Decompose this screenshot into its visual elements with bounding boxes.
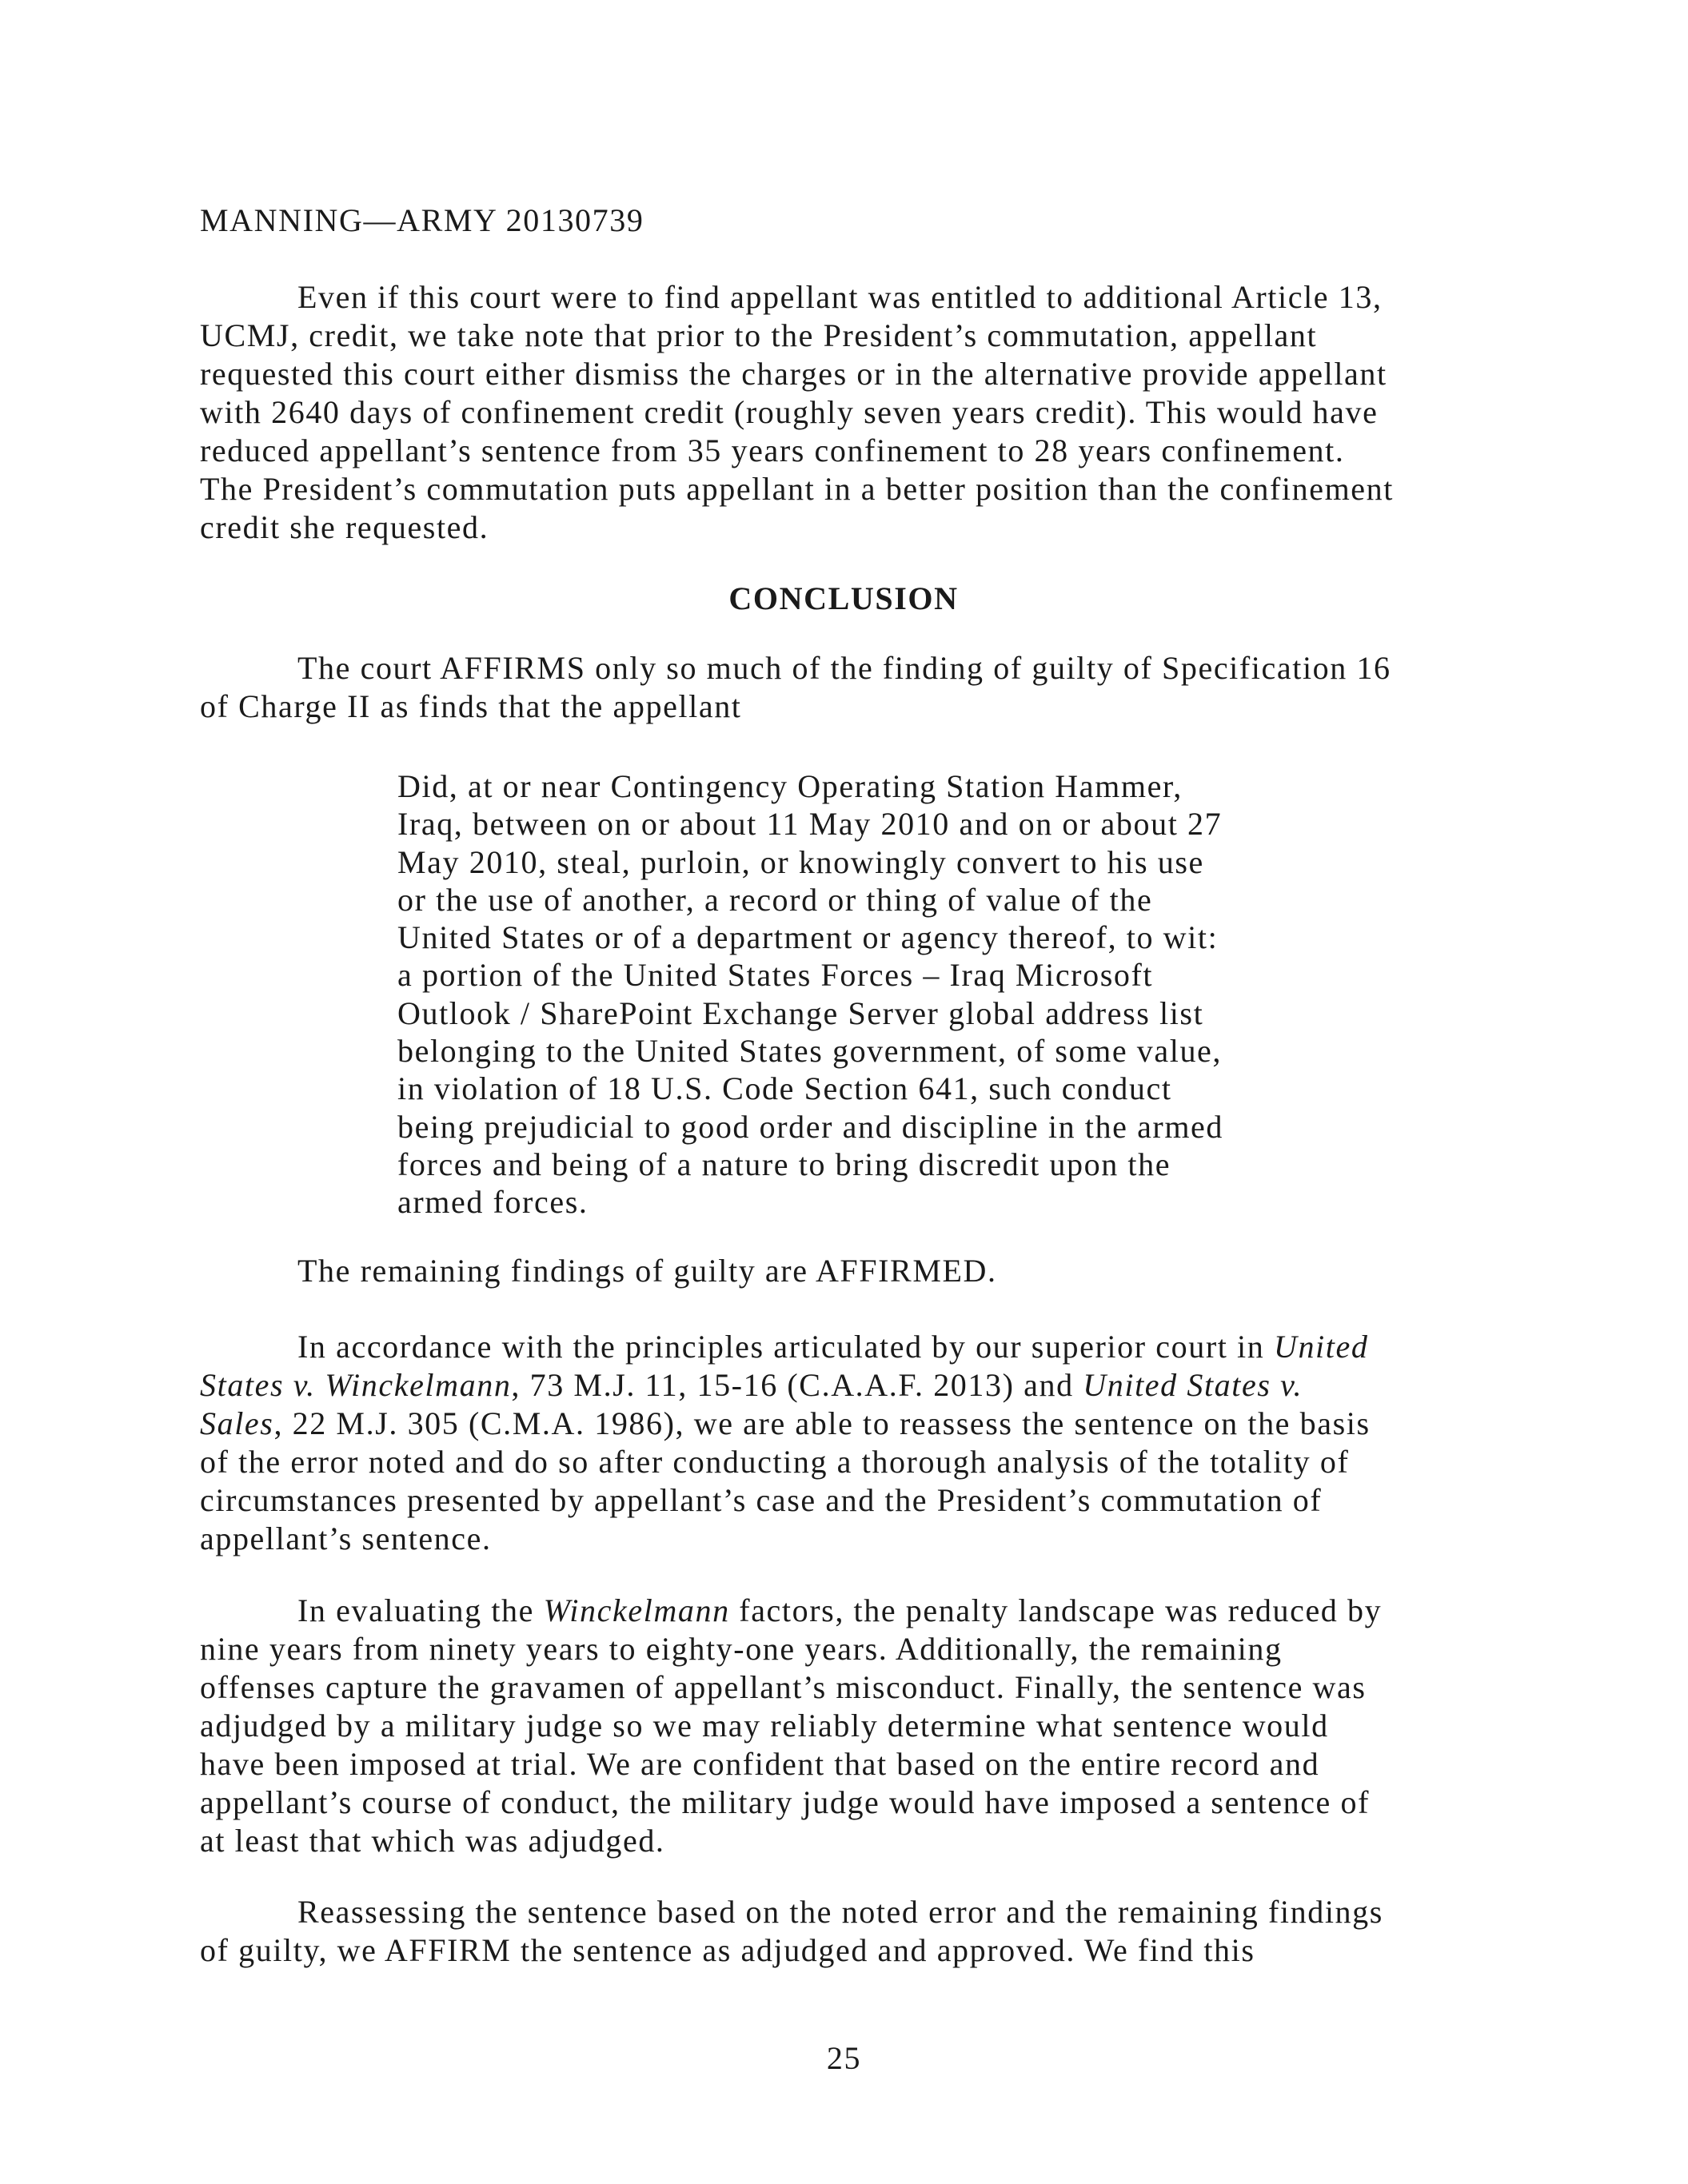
text-line: circumstances presented by appellant’s case and the President’s commutation of — [200, 1482, 1323, 1518]
running-header: MANNING—ARMY 20130739 — [200, 202, 644, 238]
text-line: UCMJ, credit, we take note that prior to the President’s commutation, appellant — [200, 317, 1318, 353]
text-run: , 22 M.J. 305 (C.M.A. 1986), we are able to reassess the sentence on the basis — [273, 1405, 1371, 1441]
paragraph-winckelmann-factors — [200, 1592, 1487, 1860]
quote-line: or the use of another, a record or thing of value of the — [397, 881, 1153, 918]
case-citation: United States v. — [1083, 1367, 1303, 1403]
quote-line: May 2010, steal, purloin, or knowingly convert to his use — [397, 843, 1204, 880]
text-line: reduced appellant’s sentence from 35 years confinement to 28 years confinement. — [200, 432, 1345, 468]
quote-line: Did, at or near Contingency Operating Station Hammer, — [397, 768, 1183, 804]
text-line: offenses capture the gravamen of appellant’s misconduct. Finally, the sentence was — [200, 1669, 1367, 1705]
text-run: In evaluating the — [297, 1592, 544, 1628]
case-citation: United — [1273, 1329, 1369, 1365]
quote-line: United States or of a department or agency thereof, to wit: — [397, 919, 1219, 956]
quote-line: in violation of 18 U.S. Code Section 641, such conduct — [397, 1070, 1172, 1107]
text-line: of guilty, we AFFIRM the sentence as adjudged and approved. We find this — [200, 1932, 1255, 1968]
paragraph-winckelmann-principles — [200, 1328, 1487, 1558]
text-line: credit she requested. — [200, 509, 489, 545]
conclusion-heading: CONCLUSION — [728, 580, 959, 616]
quote-line: being prejudicial to good order and discipline in the armed — [397, 1108, 1224, 1145]
text-line — [200, 1328, 1487, 1366]
text-line: appellant’s course of conduct, the military judge would have imposed a sentence of — [200, 1784, 1371, 1820]
text-line — [200, 1405, 1487, 1443]
text-line: appellant’s sentence. — [200, 1520, 492, 1556]
text-line — [200, 1592, 1487, 1630]
paragraph-reassessing-sentence — [200, 1893, 1487, 1970]
text-line: have been imposed at trial. We are confident that based on the entire record and — [200, 1746, 1320, 1782]
text-line: at least that which was adjudged. — [200, 1823, 665, 1859]
block-quote-specification — [397, 767, 1357, 1222]
paragraph-remaining-findings — [200, 1252, 1487, 1290]
quote-line: forces and being of a nature to bring discredit upon the — [397, 1146, 1171, 1182]
text-line: of the error noted and do so after conducting a thorough analysis of the totality of — [200, 1444, 1350, 1480]
text-line: adjudged by a military judge so we may reliably determine what sentence would — [200, 1708, 1329, 1744]
paragraph-article13-credit — [200, 278, 1487, 547]
case-citation: Winckelmann — [543, 1592, 730, 1628]
case-citation: States v. Winckelmann — [200, 1367, 512, 1403]
quote-line: armed forces. — [397, 1184, 589, 1221]
text-line: with 2640 days of confinement credit (roughly seven years credit). This would have — [200, 394, 1379, 430]
quote-line: belonging to the United States government, of some value, — [397, 1033, 1223, 1070]
text-line: The President’s commutation puts appellant in a better position than the confinement — [200, 471, 1394, 507]
text-line: Even if this court were to find appellant was entitled to additional Article 13, — [297, 279, 1383, 315]
text-line: The court AFFIRMS only so much of the finding of guilty of Specification 16 — [297, 650, 1391, 686]
text-line — [200, 1366, 1487, 1405]
text-line: The remaining findings of guilty are AFFIRMED. — [297, 1253, 997, 1289]
text-line: Reassessing the sentence based on the noted error and the remaining findings — [297, 1894, 1383, 1930]
paragraph-affirms-finding — [200, 649, 1487, 726]
quote-line: Iraq, between on or about 11 May 2010 and on or about 27 — [397, 806, 1223, 843]
page-number: 25 — [826, 2040, 862, 2076]
quote-line: Outlook / SharePoint Exchange Server global address list — [397, 994, 1204, 1031]
text-line: requested this court either dismiss the charges or in the alternative provide appellant — [200, 356, 1387, 392]
text-run: In accordance with the principles articulated by our superior court in — [297, 1329, 1274, 1365]
text-line: nine years from ninety years to eighty-one years. Additionally, the remaining — [200, 1631, 1283, 1667]
text-line: of Charge II as finds that the appellant — [200, 688, 742, 724]
text-run: factors, the penalty landscape was reduced by — [729, 1592, 1383, 1628]
case-citation: Sales — [200, 1405, 274, 1441]
text-run: , 73 M.J. 11, 15-16 (C.A.A.F. 2013) and — [511, 1367, 1083, 1403]
quote-line: a portion of the United States Forces – Iraq Microsoft — [397, 957, 1154, 994]
